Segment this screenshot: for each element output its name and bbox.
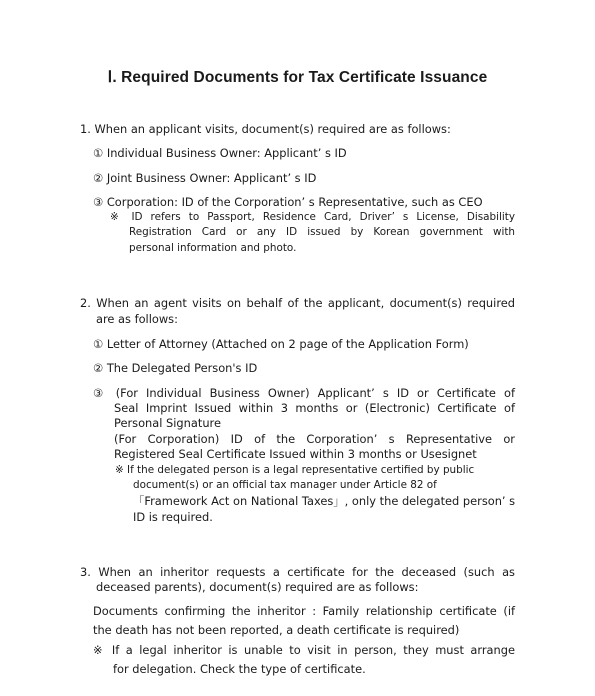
section-3-note-line-1: ※ If a legal inheritor is unable to visit in person, they must arrange bbox=[93, 643, 515, 657]
section-2-item-2: ② The Delegated Person's ID bbox=[93, 361, 258, 375]
section-2-note-line-3: 「Framework Act on National Taxes」, only the delegated person’ s bbox=[133, 494, 516, 508]
section-2-heading-line-2: are as follows: bbox=[96, 312, 178, 326]
page-title: Ⅰ. Required Documents for Tax Certificate Issuance bbox=[107, 69, 488, 86]
section-3-body-line-1: Documents confirming the inheritor : Family relationship certificate (if bbox=[93, 604, 515, 618]
section-2-heading-line-1: 2. When an agent visits on behalf of the applicant, document(s) required bbox=[80, 296, 515, 310]
section-2-item-3-line-1: ③ (For Individual Business Owner) Applicant’ s ID or Certificate of bbox=[93, 386, 515, 400]
section-1-note-line-1: ※ ID refers to Passport, Residence Card, Driver’ s License, Disability bbox=[110, 211, 515, 223]
section-1-note-line-3: personal information and photo. bbox=[129, 242, 297, 254]
section-2-item-1: ① Letter of Attorney (Attached on 2 page of the Application Form) bbox=[93, 337, 469, 351]
section-1-heading: 1. When an applicant visits, document(s) required are as follows: bbox=[80, 122, 451, 136]
section-2-item-3-line-3: Personal Signature bbox=[114, 416, 221, 430]
section-2-note-line-4: ID is required. bbox=[133, 510, 213, 524]
section-2-note-line-2: document(s) or an official tax manager under Article 82 of bbox=[133, 479, 437, 491]
section-3-note-line-2: for delegation. Check the type of certificate. bbox=[113, 662, 366, 676]
section-1-note-line-2: Registration Card or any ID issued by Korean government with bbox=[129, 226, 515, 238]
section-3-body-line-2: the death has not been reported, a death certificate is required) bbox=[93, 623, 460, 637]
section-1-item-1: ① Individual Business Owner: Applicant’ s ID bbox=[93, 146, 347, 160]
section-2-note-line-1: ※ If the delegated person is a legal representative certified by public bbox=[115, 464, 475, 476]
section-1-item-2: ② Joint Business Owner: Applicant’ s ID bbox=[93, 171, 317, 185]
section-1-item-3: ③ Corporation: ID of the Corporation’ s Representative, such as CEO bbox=[93, 195, 483, 209]
section-2-item-3-line-4: (For Corporation) ID of the Corporation’ s Representative or bbox=[114, 432, 515, 446]
section-3-heading-line-1: 3. When an inheritor requests a certificate for the deceased (such as bbox=[80, 565, 515, 579]
section-2-item-3-line-2: Seal Imprint Issued within 3 months or (Electronic) Certificate of bbox=[114, 401, 515, 415]
section-2-item-3-line-5: Registered Seal Certificate Issued within 3 months or Usesignet bbox=[114, 447, 477, 461]
section-3-heading-line-2: deceased parents), document(s) required are as follows: bbox=[96, 580, 419, 594]
